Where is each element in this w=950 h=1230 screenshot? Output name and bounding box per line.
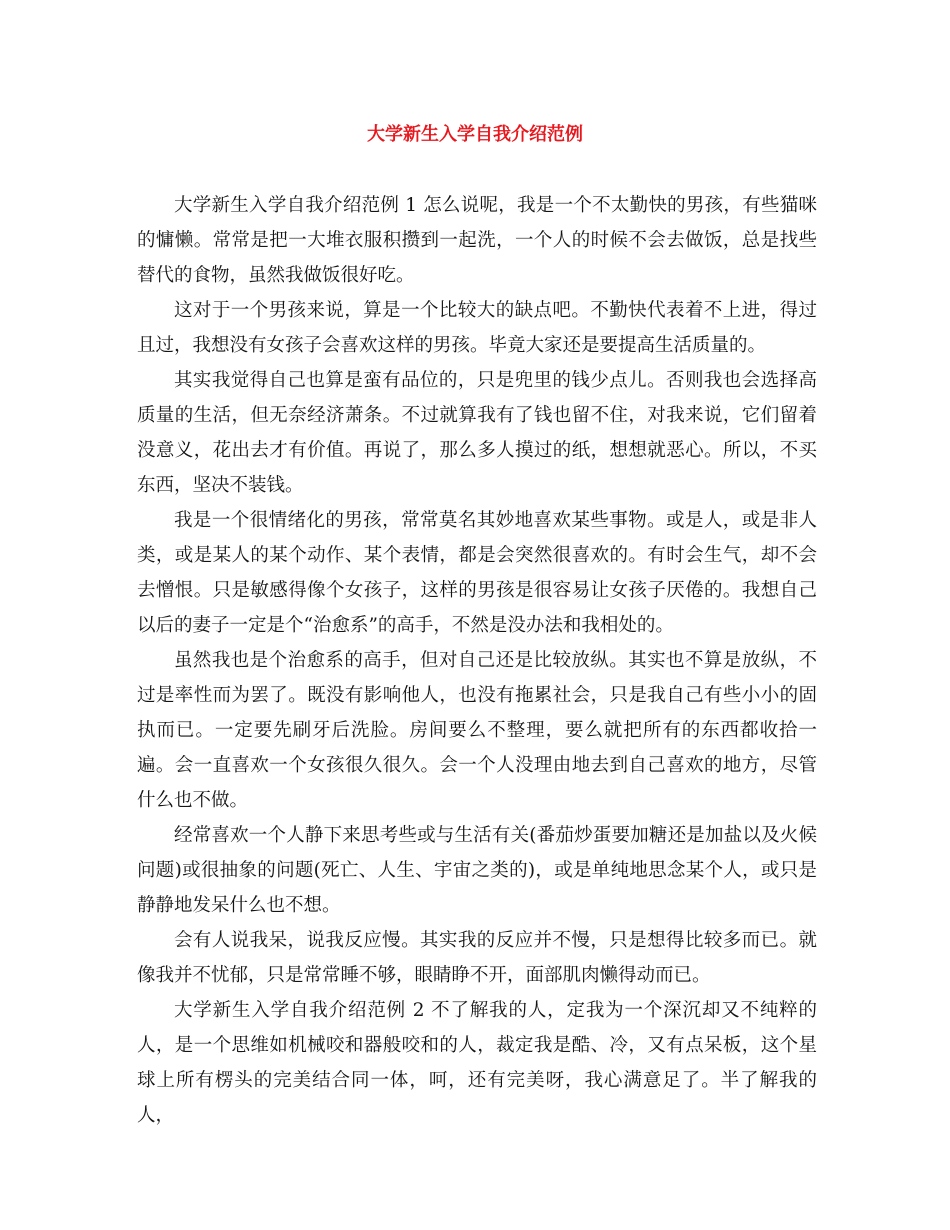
- paragraph: 虽然我也是个治愈系的高手，但对自己还是比较放纵。其实也不算是放纵，不过是率性而为罢了。既没有影响他人，也没有拖累社会，只是我自己有些小小的固执而已。一定要先刷牙后洗脸。房间要么不整理，要么就把所有的东西都收拾一遍。会一直喜欢一个女孩很久很久。会一个人没理由地去到自己喜欢的地方，尽管什么也不做。: [137, 650, 817, 811]
- paragraph: 我是一个很情绪化的男孩，常常莫名其妙地喜欢某些事物。或是人，或是非人类，或是某人的某个动作、某个表情，都是会突然很喜欢的。有时会生气，却不会去憎恨。只是敏感得像个女孩子，这样的男孩是很容易让女孩子厌倦的。我想自己以后的妻子一定是个“治愈系”的高手，不然是没办法和我相处的。: [137, 510, 817, 636]
- paragraph: 会有人说我呆，说我反应慢。其实我的反应并不慢，只是想得比较多而已。就像我并不忧郁，只是常常睡不够，眼睛睁不开，面部肌肉懒得动而已。: [137, 930, 817, 986]
- paragraph: 大学新生入学自我介绍范例 2 不了解我的人，定我为一个深沉却又不纯粹的人，是一个思维如机械咬和器般咬和的人，裁定我是酷、冷，又有点呆板，这个星球上所有楞头的完美结合同一体，呵，还有完美呀，我心满意足了。半了解我的人，: [137, 1000, 817, 1126]
- document-title: 大学新生入学自我介绍范例: [367, 124, 583, 145]
- paragraph: 这对于一个男孩来说，算是一个比较大的缺点吧。不勤快代表着不上进，得过且过，我想没有女孩子会喜欢这样的男孩。毕竟大家还是要提高生活质量的。: [137, 300, 817, 356]
- paragraph: 经常喜欢一个人静下来思考些或与生活有关(番茄炒蛋要加糖还是加盐以及火候问题)或很抽象的问题(死亡、人生、宇宙之类的)，或是单纯地思念某个人，或只是静静地发呆什么也不想。: [137, 825, 817, 916]
- paragraph: 大学新生入学自我介绍范例 1 怎么说呢，我是一个不太勤快的男孩，有些猫咪的慵懒。常常是把一大堆衣服积攒到一起洗，一个人的时候不会去做饭，总是找些替代的食物，虽然我做饭很好吃。: [137, 195, 817, 286]
- paragraph: 其实我觉得自己也算是蛮有品位的，只是兜里的钱少点儿。否则我也会选择高质量的生活，但无奈经济萧条。不过就算我有了钱也留不住，对我来说，它们留着没意义，花出去才有价值。再说了，那么多人摸过的纸，想想就恶心。所以，不买东西，坚决不装钱。: [137, 370, 817, 496]
- document-body: [137, 188, 817, 1133]
